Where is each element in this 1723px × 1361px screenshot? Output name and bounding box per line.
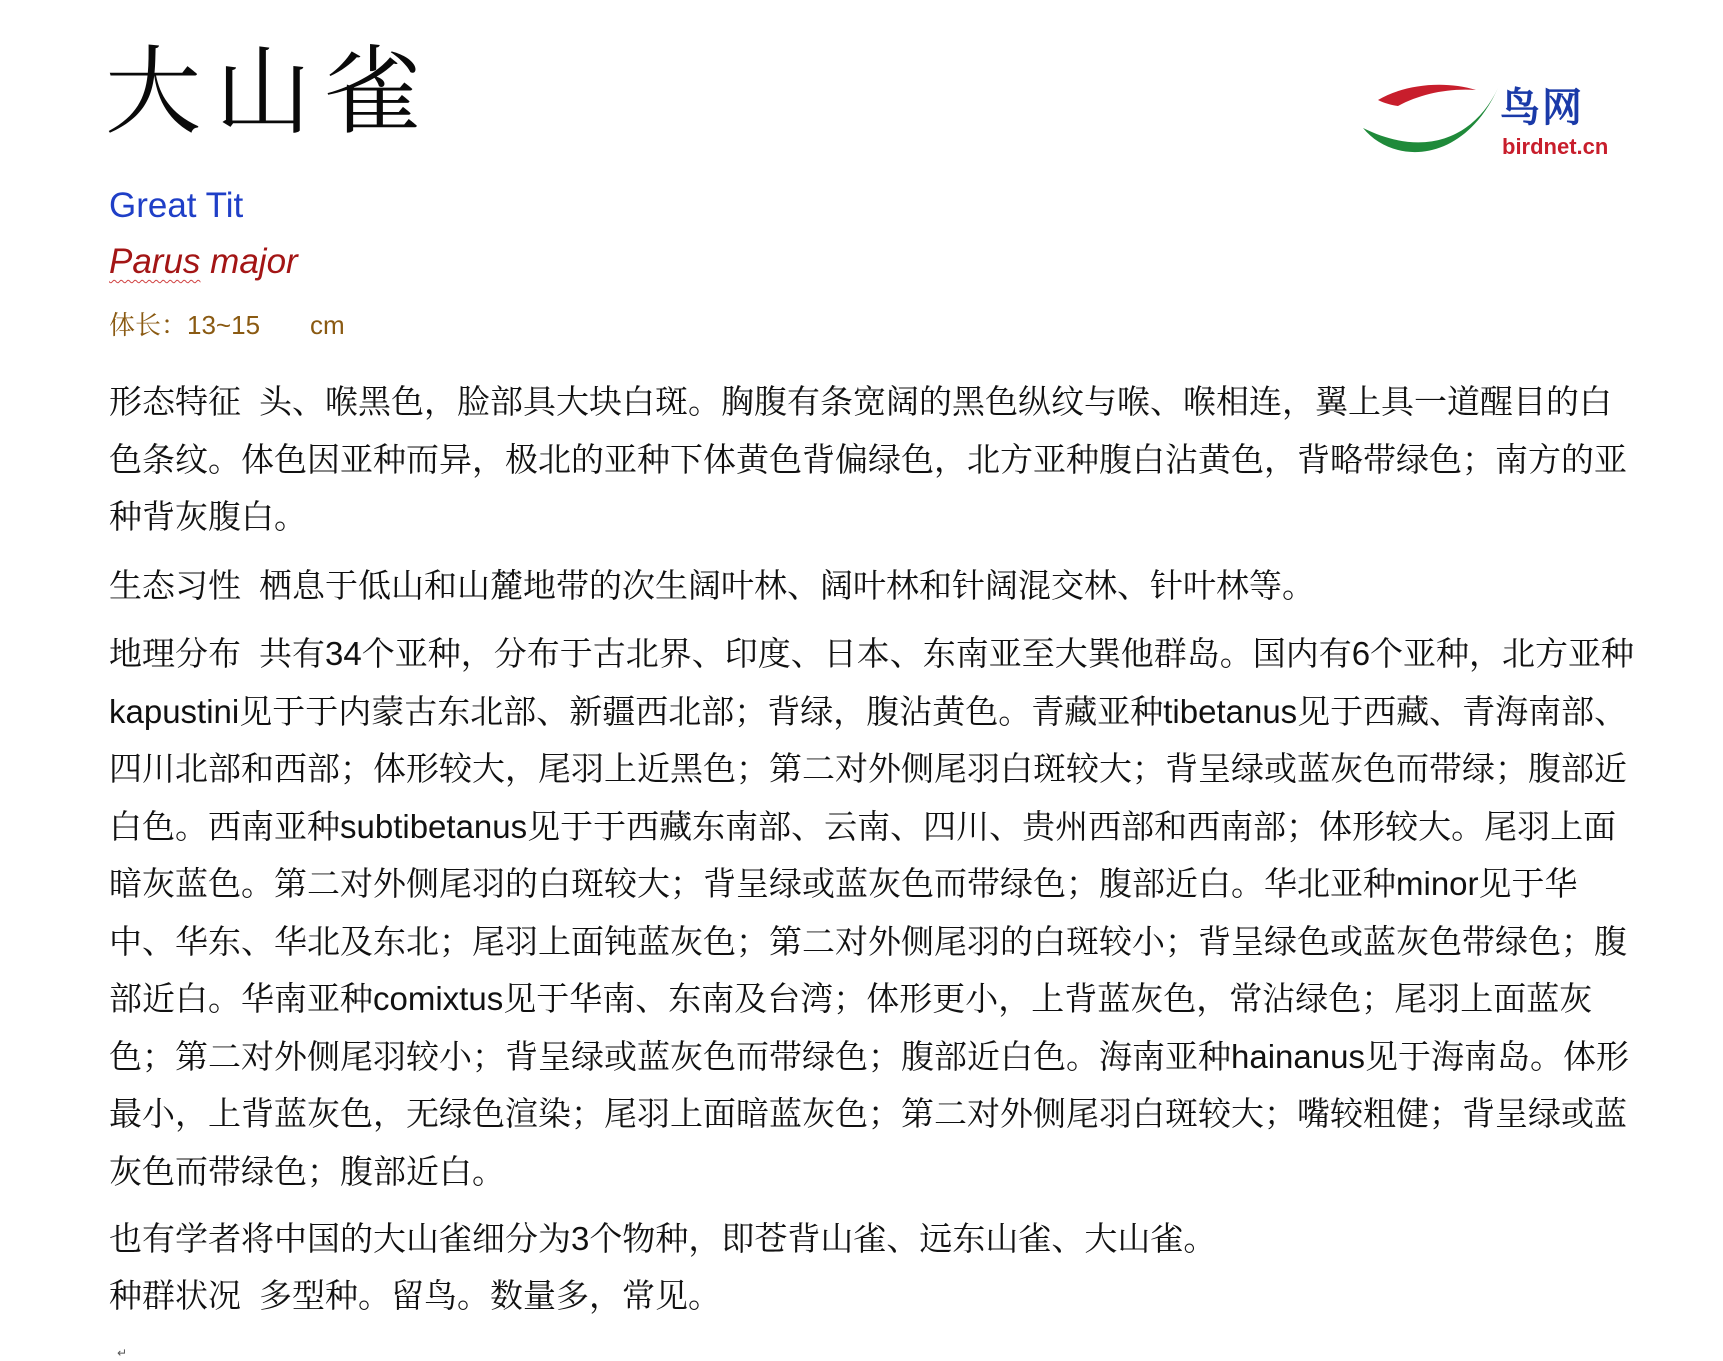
section-text: 头、喉黑色，脸部具大块白斑。胸腹有条宽阔的黑色纵纹与喉、喉相连，翼上具一道醒目的白色条纹。体色因亚种而异，极北的亚种下体黄色背偏绿色，北方亚种腹白沾黄色，背略带绿色；南方的亚种背灰腹白。 xyxy=(109,383,1627,535)
section-ecology xyxy=(109,557,1641,615)
logo-chinese-text: 鸟网 xyxy=(1500,84,1584,131)
section-heading: 种群状况 xyxy=(109,1277,241,1314)
logo-english-text: birdnet.cn xyxy=(1502,134,1609,159)
section-population xyxy=(109,1267,1641,1325)
birdnet-logo xyxy=(1358,80,1620,170)
body-length-label: 体长：13~15 xyxy=(109,310,261,340)
section-text: 多型种。留鸟。数量多，常见。 xyxy=(259,1277,721,1314)
section-text: 也有学者将中国的大山雀细分为3个物种，即苍背山雀、远东山雀、大山雀。 xyxy=(109,1220,1217,1257)
latin-species: major xyxy=(210,242,298,281)
body-length xyxy=(109,308,345,342)
section-taxonomy-note xyxy=(109,1210,1641,1268)
section-text: 栖息于低山和山麓地带的次生阔叶林、阔叶林和针阔混交林、针叶林等。 xyxy=(259,567,1315,604)
english-name: Great Tit xyxy=(109,186,244,225)
section-heading: 地理分布 xyxy=(109,635,241,672)
body-length-unit: cm xyxy=(310,310,345,340)
paragraph-mark-icon: ↵ xyxy=(117,1346,128,1360)
section-heading: 生态习性 xyxy=(109,567,241,604)
page-title: 大山雀 xyxy=(105,39,435,146)
latin-genus: Parus xyxy=(109,242,201,281)
section-heading: 形态特征 xyxy=(109,383,241,420)
latin-name xyxy=(109,240,298,284)
swoosh-logo-icon xyxy=(1358,80,1508,170)
section-morphology xyxy=(109,373,1641,546)
section-distribution xyxy=(109,625,1641,1200)
section-text: 共有34个亚种，分布于古北界、印度、日本、东南亚至大巽他群岛。国内有6个亚种，北方亚种kapustini见于于内蒙古东北部、新疆西北部；背绿，腹沾黄色。青藏亚种tibetanus见于西藏、青海南部、四川北部和西部；体形较大，尾羽上近黑色；第二对外侧尾羽白斑较大；背呈绿或蓝灰色而带绿；腹部近白色。西南亚种subtibetanus见于于西藏东南部、云南、四川、贵州西部和西南部；体形较大。尾羽上面暗灰蓝色。第二对外侧尾羽的白斑较大；背呈绿或蓝灰色而带绿色；腹部近白。华北亚种minor见于华中、华东、华北及东北；尾羽上面钝蓝灰色；第二对外侧尾羽的白斑较小；背呈绿色或蓝灰色带绿色；腹部近白。华南亚种comixtus见于华南、东南及台湾；体形更小，上背蓝灰色，常沾绿色；尾羽上面蓝灰色；第二对外侧尾羽较小；背呈绿或蓝灰色而带绿色；腹部近白色。海南亚种hainanus见于海南岛。体形最小，上背蓝灰色，无绿色渲染；尾羽上面暗蓝灰色；第二对外侧尾羽白斑较大；嘴较粗健；背呈绿或蓝灰色而带绿色；腹部近白。 xyxy=(109,635,1635,1190)
